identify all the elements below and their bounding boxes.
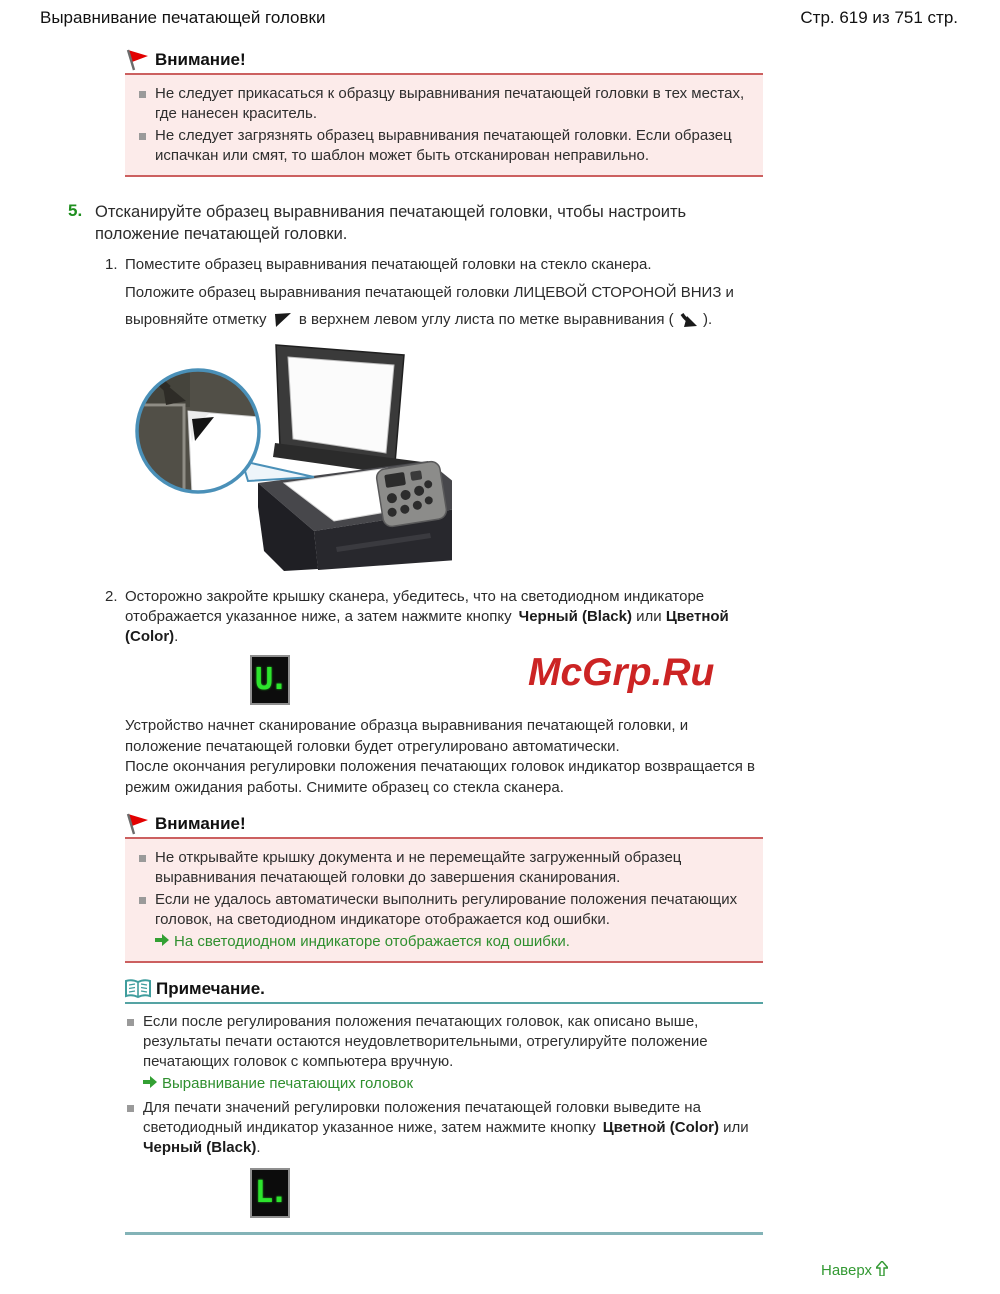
open-book-icon [125,979,151,999]
led-indicator-row [250,651,890,707]
red-flag-icon [125,812,150,835]
bullet-square-icon [139,897,146,904]
bullet-square-icon [139,133,146,140]
substep-text: Осторожно закройте крышку сканера, убедитесь, что на светодиодном индикаторе отображается указанное ниже, а затем нажмите кнопку Черный (Black) или Цветной (Color). [125,588,729,645]
attention1-item: Не следует прикасаться к образцу выравнивания печатающей головки в тех местах, где нанесен краситель. [137,84,749,124]
bullet-square-icon [127,1019,134,1026]
note-item: Для печати значений регулировки положения печатающей головки выведите на светодиодный индикатор указанное ниже, затем нажмите кнопку Цветной (Color) или Черный (Black). [125,1098,763,1158]
note-heading [125,979,763,1004]
attention-box-1 [125,73,763,177]
printer-illustration [130,339,452,575]
placement-instructions: Положите образец выравнивания печатающей головки ЛИЦЕВОЙ СТОРОНОЙ ВНИЗ и выровняйте отметку в верхнем левом углу листа по метке выравнивания ( ). [125,284,734,328]
black-button-label: Черный (Black) [143,1139,257,1156]
note-list [125,1012,763,1158]
note-heading-label: Примечание. [156,979,265,998]
watermark-mcgrp: McGrp.Ru [528,651,715,694]
substep-number: 1. [105,256,118,273]
note-item: Если после регулирования положения печатающих головок, как описано выше, результаты печати остаются неудовлетворительными, отрегулируйте положение печатающих головок с компьютера вручную. Выравнивание печатающих головок [125,1012,763,1094]
footer [250,1261,888,1280]
page-number: Стр. 619 из 751 стр. [800,8,958,27]
green-right-arrow-icon [155,932,169,952]
attention-heading-2 [125,812,763,835]
substep-number: 2. [105,588,118,605]
callout-pointer [242,461,314,481]
color-button-label: Цветной (Color) [602,1119,719,1136]
attention-box-2 [125,837,763,963]
section-divider [125,1232,763,1235]
substep-1 [105,255,770,275]
green-right-arrow-icon [143,1074,157,1094]
attention-heading-label: Внимание! [155,49,246,69]
attention2-item: Не открывайте крышку документа и не перемещайте загруженный образец выравнивания печатающей головки до завершения сканирования. [137,848,749,888]
scan-result-paragraph: Устройство начнет сканирование образца выравнивания печатающей головки, и положение печатающей головки будет отрегулировано автоматически. [125,717,689,755]
head-alignment-link[interactable]: Выравнивание печатающих головок [143,1074,763,1094]
step-number: 5. [68,201,83,220]
page-header [0,0,1000,28]
step-text: Отсканируйте образец выравнивания печатающей головки, чтобы настроить положение печатающей головки. [95,203,687,243]
after-adjustment-paragraph: После окончания регулировки положения печатающих головок индикатор возвращается в режим ожидания работы. Снимите образец со стекла сканера. [125,758,755,796]
attention-heading-1 [125,48,763,71]
attention2-item: Если не удалось автоматически выполнить регулирование положения печатающих головок, на светодиодном индикаторе отображается код ошибки. На светодиодном индикаторе отображается код ошибки. [137,890,749,952]
substep-text: Поместите образец выравнивания печатающей головки на стекло сканера. [125,256,652,273]
led-display-u: U. [250,655,290,705]
bullet-square-icon [139,91,146,98]
step-5 [68,201,768,245]
led-display-l: L. [250,1168,290,1218]
bullet-square-icon [127,1105,134,1112]
down-right-arrow-icon [679,311,698,329]
red-flag-icon [125,48,150,71]
substep-2 [105,587,770,647]
error-code-link[interactable]: На светодиодном индикаторе отображается код ошибки. [155,932,749,952]
corner-zoom-inset [130,363,266,499]
led-indicator-row-2 [250,1168,890,1220]
color-button-label: Цветной (Color) [125,608,729,645]
attention1-item: Не следует загрязнять образец выравнивания печатающей головки. Если образец испачкан или смят, то шаблон может быть отсканирован неправильно. [137,126,749,166]
control-panel [375,460,447,527]
black-button-label: Черный (Black) [518,608,632,625]
black-corner-triangle-icon [275,313,291,327]
bullet-square-icon [139,855,146,862]
page-title: Выравнивание печатающей головки [40,8,326,27]
back-to-top-link[interactable]: Наверх [821,1261,888,1280]
attention-heading-label: Внимание! [155,813,246,833]
up-arrow-icon [876,1261,888,1280]
